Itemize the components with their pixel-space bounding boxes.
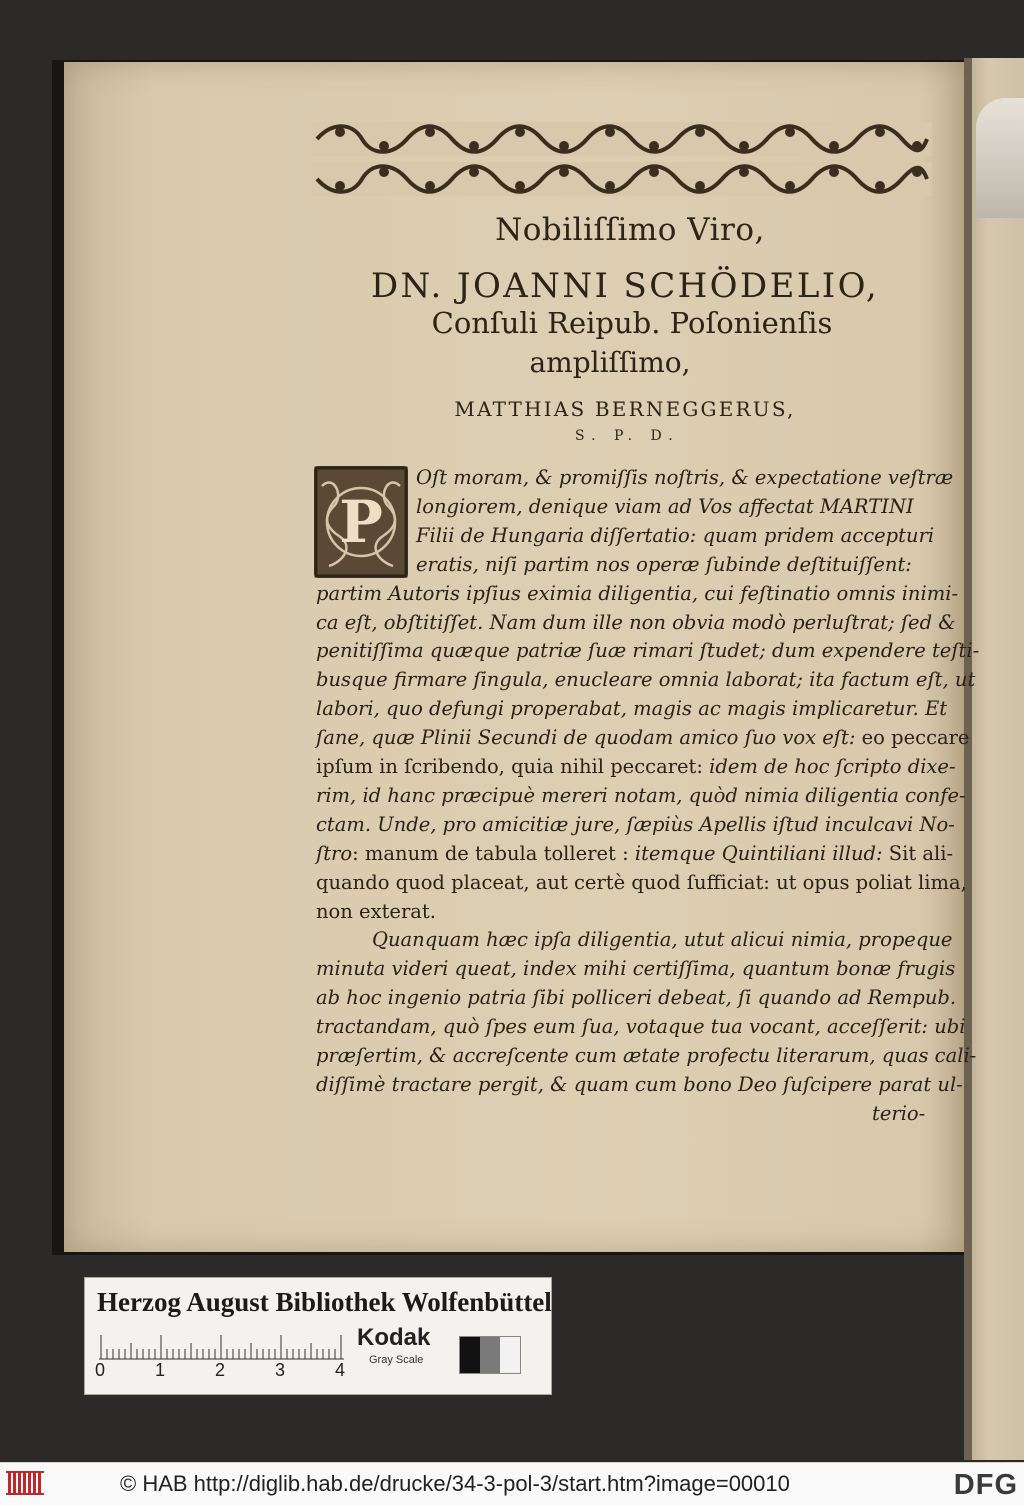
body-line-segment: partim Autoris ipſius eximia diligentia, cui feſtinatio omnis inimi-	[316, 581, 959, 605]
gray-patch	[480, 1337, 500, 1373]
svg-text:P: P	[339, 488, 383, 556]
body-line	[316, 1044, 976, 1067]
body-line	[372, 928, 952, 951]
dedication-line-4: ampliſſimo,	[529, 346, 691, 379]
body-line-segment: Oſt moram, & promiſſis noſtris, & expectatione veſtræ	[416, 466, 954, 489]
ruler-numbers	[95, 1360, 355, 1384]
headband-ornament	[312, 122, 932, 196]
body-line	[316, 986, 956, 1009]
body-line-segment: Quanquam hæc ipſa diligentia, utut alicui nimia, propeque	[372, 928, 953, 952]
viewer-footer	[0, 1462, 1024, 1505]
body-line-segment: quando quod placeat, aut certè quod ſufficiat: ut opus poliat lima,	[316, 870, 967, 894]
dfg-logo: DFG	[953, 1469, 1018, 1501]
body-line	[316, 842, 953, 865]
body-line	[416, 466, 953, 489]
body-line	[316, 668, 975, 691]
body-line-segment: eratis, niſi partim nos operæ ſubinde deſtituiſſent:	[416, 552, 912, 576]
body-line-segment: ipſum in ſcribendo, quia nihil peccaret:	[316, 755, 710, 778]
ruler-number: 0	[95, 1360, 106, 1380]
body-line	[416, 553, 912, 576]
body-line-segment: Sit ali-	[888, 841, 954, 865]
body-line-segment: tractandam, quò ſpes eum ſua, votaque tua vocant, acceſſerit: ubi	[316, 1015, 966, 1039]
body-line-segment: minuta videri queat, index mihi certiſſima, quantum bonæ frugis	[316, 957, 956, 981]
dedication-line-1: Nobiliſſimo Viro,	[495, 212, 765, 248]
source-url-link[interactable]: © HAB http://diglib.hab.de/drucke/34-3-pol-3/start.htm?image=00010	[120, 1471, 790, 1496]
book-gutter	[964, 58, 972, 1460]
body-line-segment: idem de hoc ſcripto dixe-	[709, 755, 956, 778]
body-line	[316, 697, 947, 720]
body-line-segment: ctam. Unde, pro amicitiæ jure, ſæpiùs Apellis iſtud inculcavi No-	[316, 812, 955, 836]
body-line	[316, 1015, 965, 1038]
ruler-number: 4	[335, 1360, 346, 1380]
ruler-number: 3	[275, 1360, 286, 1380]
gray-patch	[500, 1337, 520, 1373]
body-line	[316, 813, 955, 836]
body-line-segment: Filii de Hungaria diſſertatio: quam pridem accepturi	[416, 523, 935, 547]
body-line	[316, 900, 436, 923]
ruler-number: 1	[155, 1360, 166, 1380]
dedication-author: MATTHIAS BERNEGGERUS,	[454, 397, 796, 421]
body-line-segment: itemque Quintiliani illud:	[634, 841, 889, 865]
body-line-segment: non exterat.	[316, 899, 436, 923]
body-line-segment: terio-	[872, 1101, 926, 1125]
page-clip	[976, 98, 1024, 218]
body-line-segment: eo peccare	[861, 726, 970, 750]
body-line-segment: ab hoc ingenio patria ſibi polliceri debeat, ſi quando ad Rempub.	[316, 986, 957, 1010]
body-line-segment: ſane, quæ Plinii Secundi de quodam amico ſuo vox eſt:	[316, 726, 862, 750]
dedication-salutation: S. P. D.	[575, 428, 680, 444]
body-line	[316, 1073, 963, 1096]
body-line	[316, 871, 967, 894]
ornament-row-top	[312, 122, 932, 156]
kodak-brand: Kodak	[357, 1324, 431, 1351]
body-line	[316, 611, 956, 634]
body-line	[416, 495, 914, 518]
body-line-segment: longiorem, denique viam ad Vos affectat MARTINI	[416, 494, 914, 518]
scale-ruler	[99, 1334, 349, 1360]
gray-patches	[459, 1336, 521, 1374]
body-line-segment: : manum de tabula tolleret :	[352, 841, 635, 865]
body-line	[316, 639, 979, 662]
library-name: Herzog August Bibliothek Wolfenbüttel	[97, 1287, 552, 1317]
gray-patch	[460, 1337, 480, 1373]
body-line-segment: rim, id hanc præcipuè mereri notam, quòd nimia diligentia confe-	[316, 783, 966, 807]
body-line	[872, 1102, 925, 1125]
body-line	[416, 524, 934, 547]
gray-scale-label: Gray Scale	[369, 1354, 424, 1366]
dedication-line-3: Conſuli Reipub. Poſonienſis	[431, 306, 833, 340]
ruler-number: 2	[215, 1360, 226, 1380]
body-line	[316, 784, 966, 807]
body-line-segment: penitiſſima quæque patriæ ſuæ rimari ſtudet; dum expendere teſti-	[316, 639, 980, 663]
body-line-segment: labori, quo defungi properabat, magis ac magis implicaretur. Et	[316, 697, 948, 721]
body-line	[316, 726, 969, 749]
body-line	[316, 755, 956, 778]
body-line-segment: diſſimè tractare pergit, & quam cum bono Deo ſuſcipere parat ul-	[316, 1072, 963, 1096]
body-line-segment: busque firmare ſingula, enucleare omnia laborat; ita factum eſt, ut	[316, 668, 976, 692]
body-line	[316, 957, 955, 980]
facing-page-edge	[964, 58, 1024, 1460]
body-line-segment: ſtro	[316, 841, 353, 865]
body-line-segment: ca eſt, obſtitiſſet. Nam dum ille non obvia modò perluſtrat; ſed &	[316, 610, 956, 634]
hab-logo-icon	[6, 1469, 46, 1497]
decorated-dropcap	[314, 466, 408, 578]
dedication-recipient-name: DN. JOANNI SCHÖDELIO,	[370, 266, 880, 306]
body-line	[316, 582, 958, 605]
ornament-row-bottom	[312, 162, 932, 196]
color-calibration-card	[84, 1277, 552, 1395]
body-line-segment: præſertim, & accreſcente cum ætate profectu literarum, quas cali-	[316, 1044, 977, 1067]
